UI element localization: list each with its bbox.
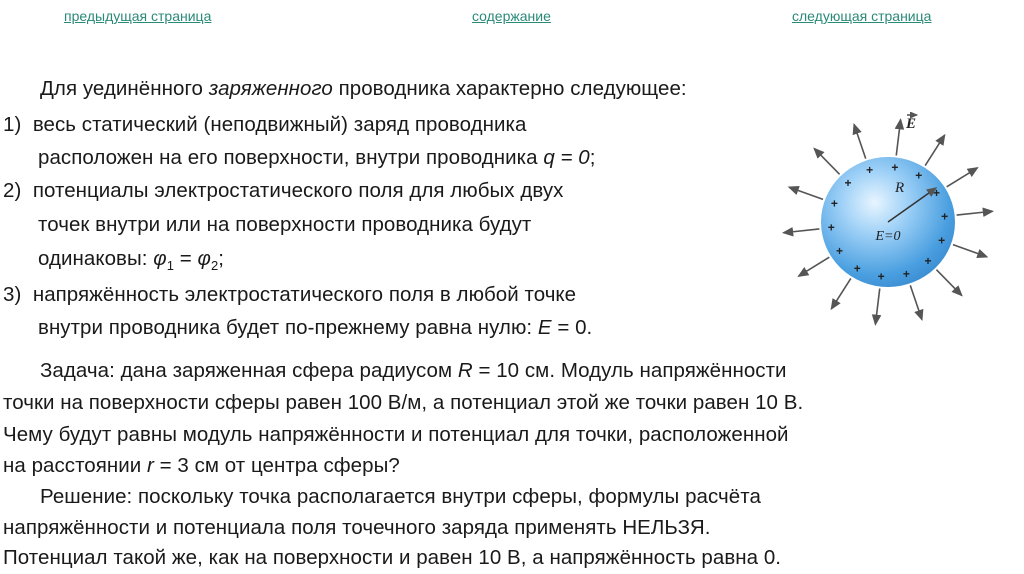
plus-charge: + [827,220,835,235]
item-1-line-1: 1) весь статический (неподвижный) заряд проводника [3,113,527,136]
solution-line-3: Потенциал такой же, как на поверхности и равен 10 В, а напряжённость равна 0. [3,546,782,569]
item-1-line-2: расположен на его поверхности, внутри проводника q = 0; [38,146,596,169]
prev-page-link[interactable]: предыдущая страница [64,8,212,24]
task-line-3: Чему будут равны модуль напряжённости и потенциал для точки, расположенной [3,423,789,446]
charged-sphere-figure [768,112,1004,330]
label-E-vector: E [906,116,917,132]
solution-line-2: напряжённости и потенциала поля точечного заряда применять НЕЛЬЗЯ. [3,516,711,539]
plus-charge: + [844,175,852,190]
field-arrow [875,289,879,325]
field-arrow [854,125,866,159]
next-page-link[interactable]: следующая страница [792,8,932,24]
plus-charge: + [877,269,885,284]
plus-charge: + [891,160,899,175]
plus-charge: + [902,267,910,282]
item-2-line-1: 2) потенциалы электростатического поля для любых двух [3,179,564,202]
plus-charge: + [853,261,861,276]
item-2-line-3: одинаковы: $\varphi_1 = \varphi_2$; [38,247,224,274]
field-arrow [814,149,839,175]
plus-charge: + [830,196,838,211]
contents-link[interactable]: содержание [472,8,551,24]
field-arrow [896,120,900,156]
task-line-2: точки на поверхности сферы равен 100 В/м, а потенциал этой же точки равен 10 В. [3,391,804,414]
field-arrow [936,270,961,296]
field-arrow [925,135,944,165]
plus-charge: + [941,209,949,224]
plus-charge: + [915,168,923,183]
item-3-line-2: внутри проводника будет по-прежнему равна нулю: E = 0. [38,316,593,339]
field-arrow [831,278,850,308]
field-arrow [953,245,987,257]
plus-charge: + [866,162,874,177]
field-arrow [784,229,820,233]
intro-line: Для уединённого заряженного проводника характерно следующее: [40,77,687,100]
field-arrow [957,211,993,215]
item-2-line-2: точек внутри или на поверхности проводника будут [38,213,532,236]
task-line-4: на расстоянии r = 3 см от центра сферы? [3,454,400,477]
plus-charge: + [938,233,946,248]
field-arrow [910,285,922,319]
task-line-1: Задача: дана заряженная сфера радиусом R = 10 см. Модуль напряжённости [40,359,787,382]
label-E-zero: E=0 [875,229,901,244]
plus-charge: + [924,254,932,269]
solution-line-1: Решение: поскольку точка располагается внутри сферы, формулы расчёта [40,485,761,508]
field-arrow [799,257,830,276]
plus-charge: + [835,243,844,258]
field-arrow [789,187,823,199]
label-R: R [895,180,905,196]
plus-charge: + [932,186,941,201]
item-3-line-1: 3) напряжённость электростатического поля в любой точке [3,283,577,306]
field-arrow [947,168,978,187]
